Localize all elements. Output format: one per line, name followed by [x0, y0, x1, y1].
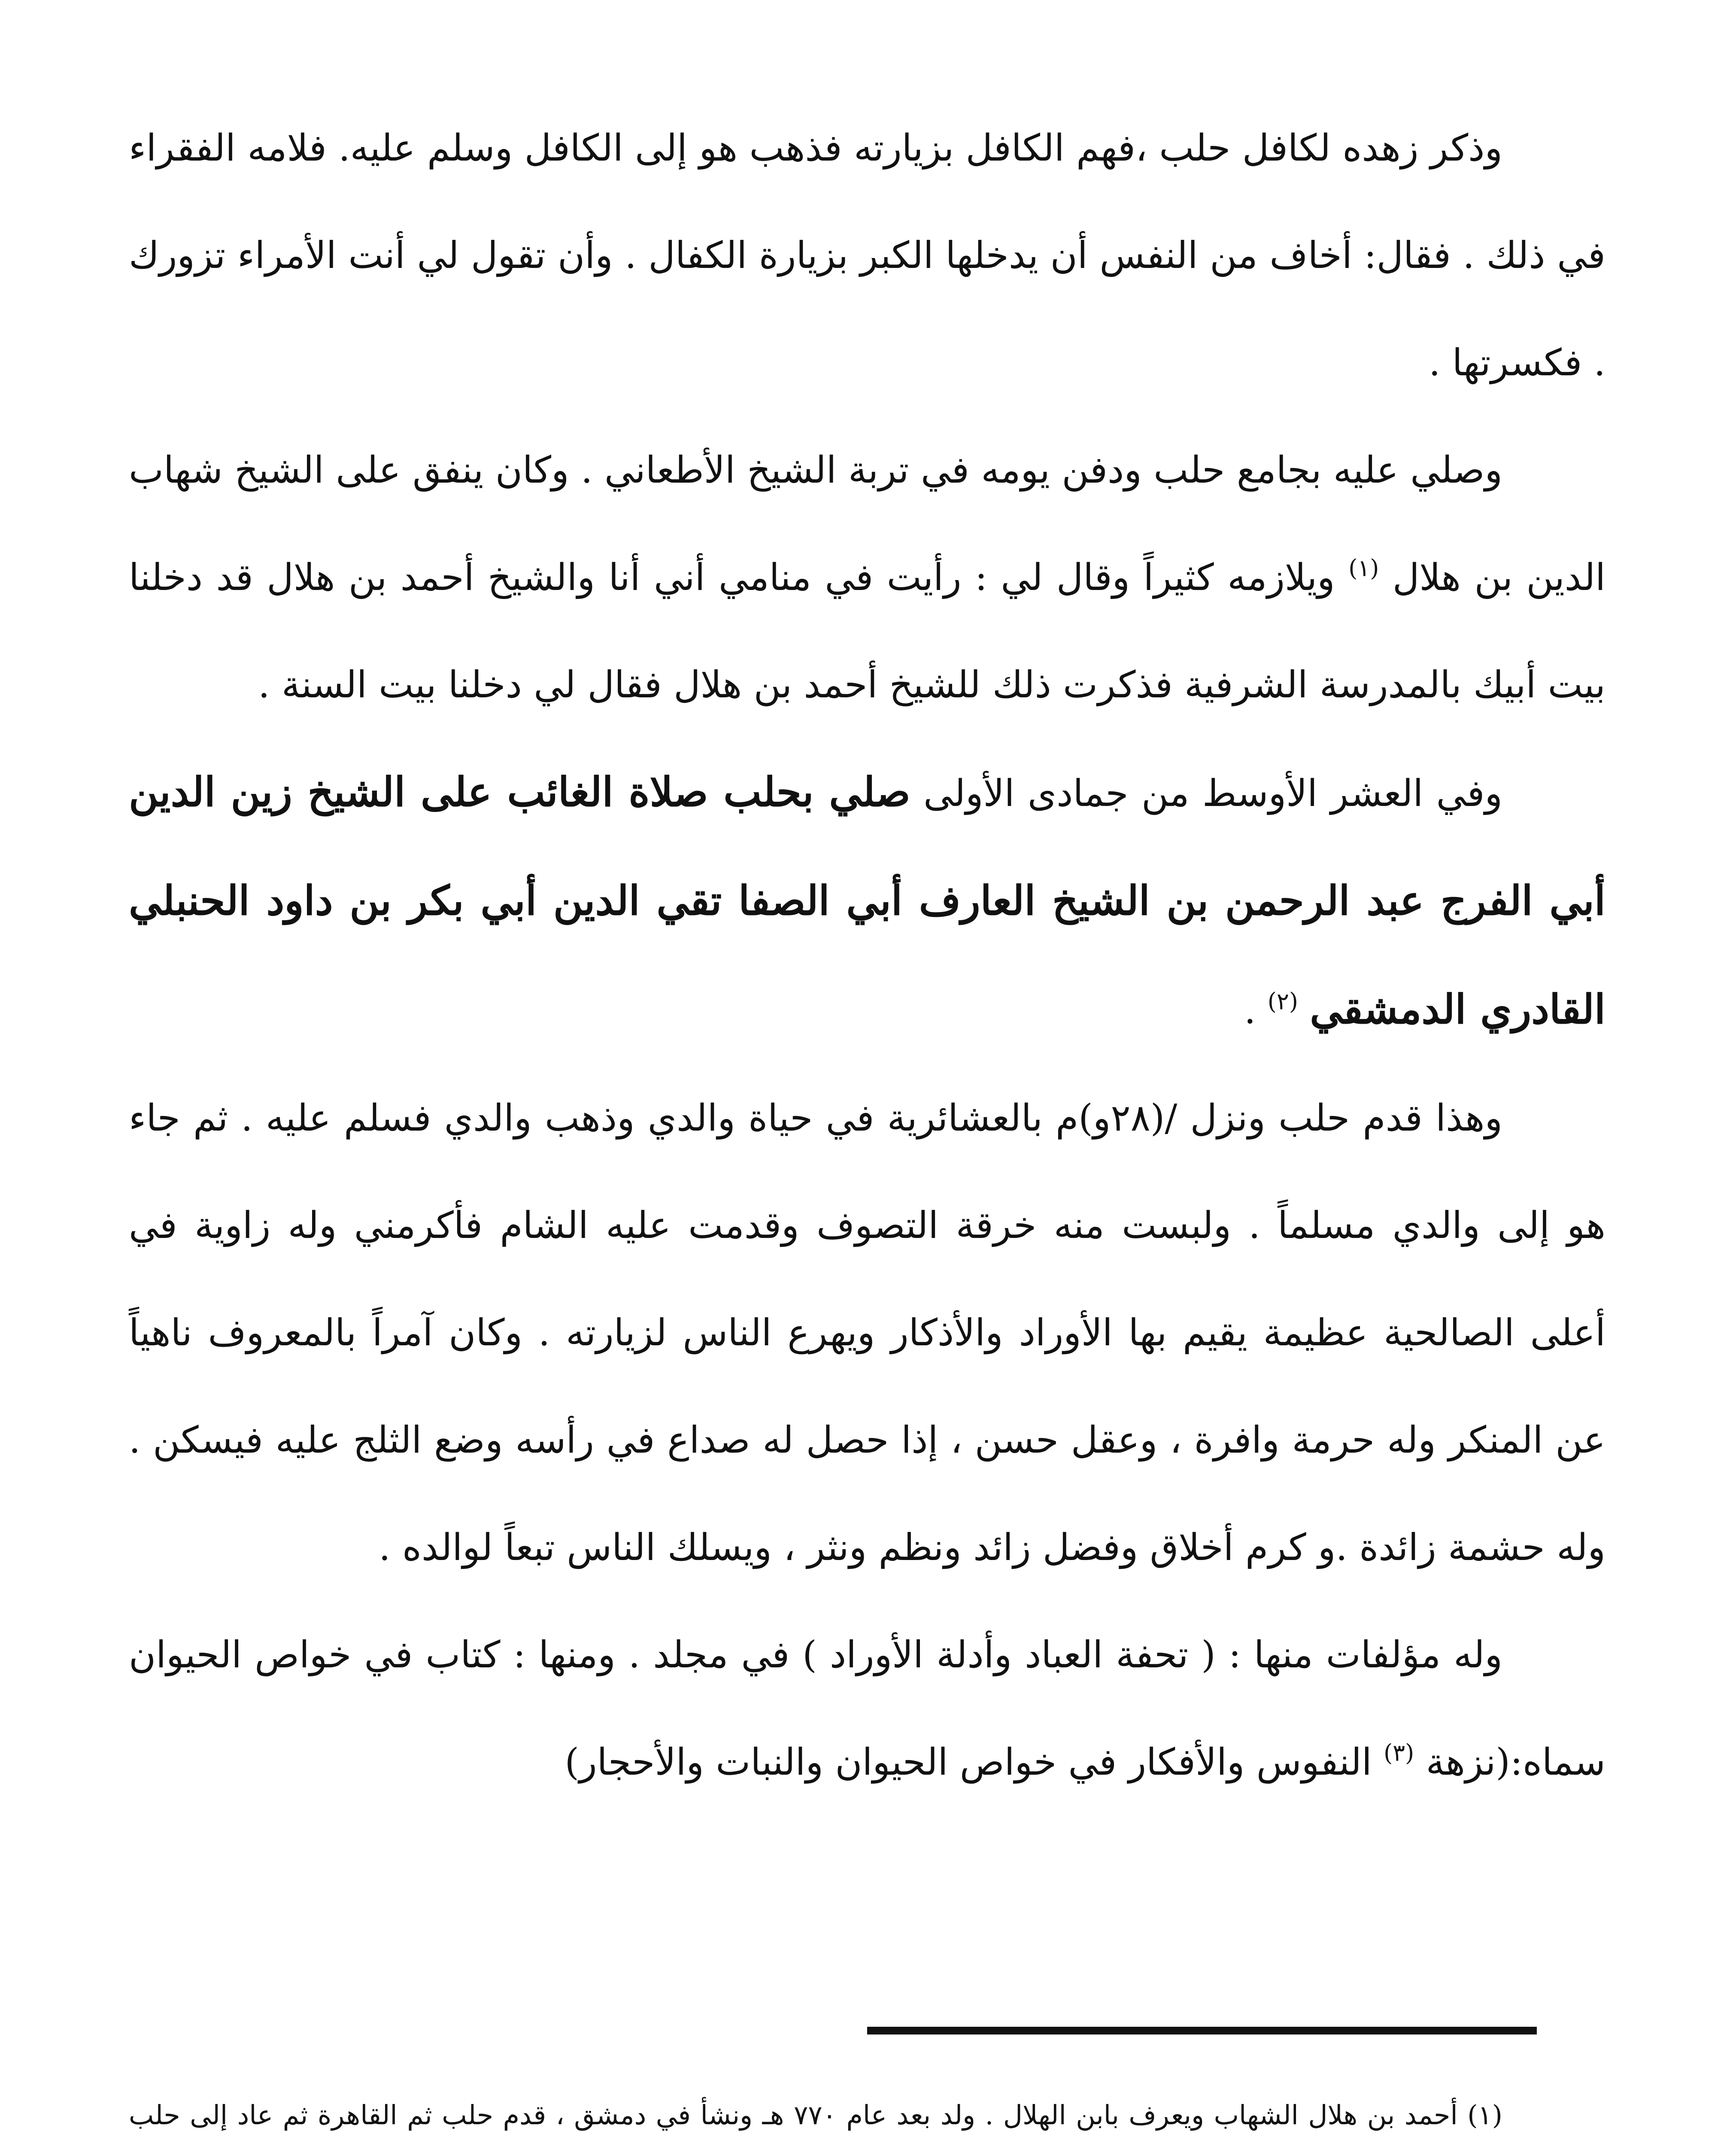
paragraph-1-text: وذكر زهده لكافل حلب ،فهم الكافل بزيارته فذهب هو إلى الكافل وسلم عليه. فلامه الفقراء في ذلك . فقال: أخاف من النفس أن يدخلها الكبر بزيارة الكفال . وأن تقول لي أنت الأمراء تزورك . فكسرتها . — [129, 127, 1605, 384]
footnote-ref-1: (١) — [1348, 554, 1379, 582]
paragraph-4 — [129, 1064, 1605, 1601]
paragraph-2 — [129, 417, 1605, 739]
footnote-1: (١) أحمد بن هلال الشهاب ويعرف بابن الهلال . ولد بعد عام ٧٧٠ هـ ونشأ في دمشق ، قدم حلب ثم القاهرة ثم عاد إلى حلب — [129, 2099, 1502, 2131]
paragraph-3-text-normal: وفي العشر الأوسط من جمادى الأولى — [923, 772, 1502, 815]
paragraph-2-text-end: ويلازمه كثيراً وقال لي : رأيت في منامي أني أنا والشيخ أحمد بن هلال قد دخلنا بيت أبيك بالمدرسة الشرفية فذكرت ذلك للشيخ أحمد بن هلال فقال لي دخلنا بيت السنة . — [129, 556, 1605, 706]
paragraph-3-text-end: . — [1244, 989, 1256, 1032]
footnote-ref-3: (٣) — [1384, 1739, 1414, 1767]
footnote-ref-2: (٢) — [1267, 988, 1298, 1015]
paragraph-5-text-end: النفوس والأفكار في خواص الحيوان والنبات والأحجار) — [565, 1741, 1372, 1784]
paragraph-3 — [129, 739, 1605, 1064]
footnote-divider — [867, 2027, 1537, 2034]
paragraph-1 — [129, 94, 1605, 417]
paragraph-3-text-bold: صلي بحلب صلاة الغائب على الشيخ زين الدين أبي الفرج عبد الرحمن بن الشيخ العارف أبي الصفا تقي الدين أبي بكر بن داود الحنبلي القادري الدمشقي — [129, 769, 1605, 1033]
main-text — [129, 94, 1605, 1816]
paragraph-4-text: وهذا قدم حلب ونزل /(٢٨و)م بالعشائرية في حياة والدي وذهب والدي فسلم عليه . ثم جاء هو إلى والدي مسلماً . ولبست منه خرقة التصوف وقدمت عليه الشام فأكرمني وله زاوية في أعلى الصالحية عظيمة يقيم بها الأوراد والأذكار ويهرع الناس لزيارته . وكان آمراً بالمعروف ناهياً عن المنكر وله حرمة وافرة ، وعقل حسن ، إذا حصل له صداع في رأسه وضع الثلج عليه فيسكن . وله حشمة زائدة .و كرم أخلاق وفضل زائد ونظم ونثر ، ويسلك الناس تبعاً لوالده . — [129, 1097, 1605, 1569]
book-page — [129, 94, 1605, 2147]
paragraph-2-text-start: وصلي عليه بجامع حلب ودفن يومه في تربة الشيخ الأطعاني . وكان ينفق على الشيخ شهاب الدين بن هلال — [129, 449, 1606, 599]
paragraph-5 — [129, 1601, 1605, 1816]
paragraph-5-text-start: وله مؤلفات منها : ( تحفة العباد وأدلة الأوراد ) في مجلد . ومنها : كتاب في خواص الحيوان سماه:(نزهة — [129, 1633, 1605, 1784]
footnotes — [129, 2078, 1605, 2147]
